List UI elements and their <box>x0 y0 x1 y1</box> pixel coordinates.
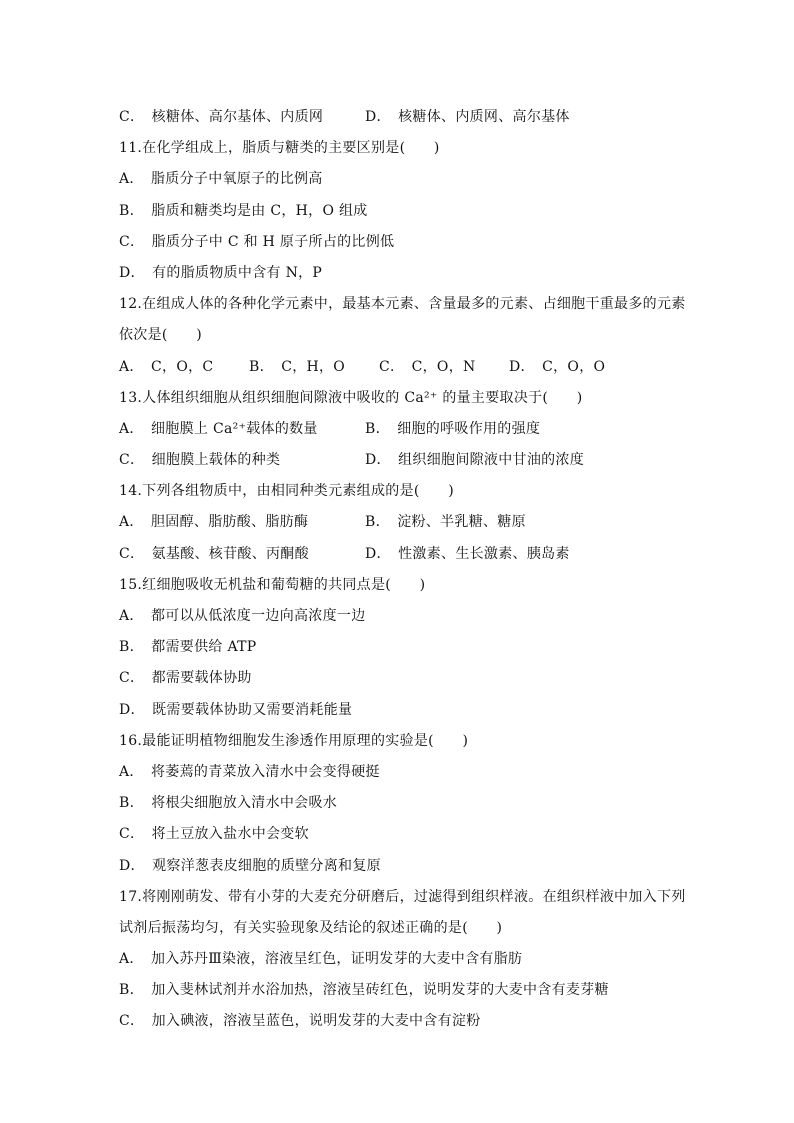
answer-option: A． 细胞膜上 Ca²⁺载体的数量 <box>119 420 318 437</box>
question-text: 17.将刚刚萌发、带有小芽的大麦充分研磨后，过滤得到组织样液。在组织样液中加入下列 <box>119 888 686 905</box>
question-text: 试剂后振荡均匀，有关实验现象及结论的叙述正确的是( ) <box>119 919 503 936</box>
answer-option: D． C，O，O <box>509 358 606 375</box>
option-row <box>119 507 679 538</box>
answer-option: A． 都可以从低浓度一边向高浓度一边 <box>119 608 366 624</box>
option-row <box>119 414 679 445</box>
answer-option: A． C，O，C <box>119 358 214 375</box>
question-text: 16.最能证明植物细胞发生渗透作用原理的实验是( ) <box>119 732 469 749</box>
answer-option: B． C，H，O <box>249 358 346 375</box>
question-text: 15.红细胞吸收无机盐和葡萄糖的共同点是( ) <box>119 576 426 593</box>
answer-option: C． 细胞膜上载体的种类 <box>119 452 281 469</box>
answer-option: C． 都需要载体协助 <box>119 670 252 687</box>
question-text: 13.人体组织细胞从组织细胞间隙液中吸收的 Ca²⁺ 的量主要取决于( ) <box>119 389 583 406</box>
answer-option: D． 有的脂质物质中含有 N，P <box>119 264 323 281</box>
option-row <box>119 102 679 133</box>
answer-option: A． 将萎蔫的青菜放入清水中会变得硬挺 <box>119 763 380 780</box>
answer-option: D． 观察洋葱表皮细胞的质壁分离和复原 <box>119 857 381 874</box>
answer-option: B． 都需要供给 ATP <box>119 639 257 656</box>
answer-option: D． 性激素、生长激素、胰岛素 <box>365 545 570 562</box>
answer-option: C． 将土豆放入盐水中会变软 <box>119 826 309 843</box>
answer-option: B． 淀粉、半乳糖、糖原 <box>365 514 526 531</box>
question-text: 12.在组成人体的各种化学元素中，最基本元素、含量最多的元素、占细胞干重最多的元素 <box>119 296 686 313</box>
option-row <box>119 539 679 570</box>
answer-option: A． 脂质分子中氧原子的比例高 <box>119 171 323 188</box>
answer-option: C． 氨基酸、核苷酸、丙酮酸 <box>119 545 309 562</box>
answer-option: A． 加入苏丹Ⅲ染液，溶液呈红色，证明发芽的大麦中含有脂肪 <box>119 951 523 968</box>
question-text: 11.在化学组成上，脂质与糖类的主要区别是( ) <box>119 140 440 157</box>
answer-option: C． 核糖体、高尔基体、内质网 <box>119 109 324 125</box>
answer-option: B． 将根尖细胞放入清水中会吸水 <box>119 795 338 812</box>
answer-option: C． 加入碘液，溶液呈蓝色，说明发芽的大麦中含有淀粉 <box>119 1013 481 1030</box>
question-text: 14.下列各组物质中，由相同种类元素组成的是( ) <box>119 483 454 500</box>
option-row <box>119 352 679 383</box>
option-row <box>119 445 679 476</box>
answer-option: C． 脂质分子中 C 和 H 原子所占的比例低 <box>119 233 395 250</box>
answer-option: D． 核糖体、内质网、高尔基体 <box>365 109 570 125</box>
answer-option: B． 加入斐林试剂并水浴加热，溶液呈砖红色，说明发芽的大麦中含有麦芽糖 <box>119 982 609 999</box>
answer-option: B． 脂质和糖类均是由 C，H，O 组成 <box>119 202 368 219</box>
exam-page <box>119 102 686 1038</box>
answer-option: D． 组织细胞间隙液中甘油的浓度 <box>365 452 585 469</box>
answer-option: C． C，O，N <box>379 358 476 375</box>
answer-option: A． 胆固醇、脂肪酸、脂肪酶 <box>119 514 309 531</box>
answer-option: D． 既需要载体协助又需要消耗能量 <box>119 701 353 718</box>
question-text: 依次是( ) <box>119 327 203 344</box>
answer-option: B． 细胞的呼吸作用的强度 <box>365 420 541 437</box>
